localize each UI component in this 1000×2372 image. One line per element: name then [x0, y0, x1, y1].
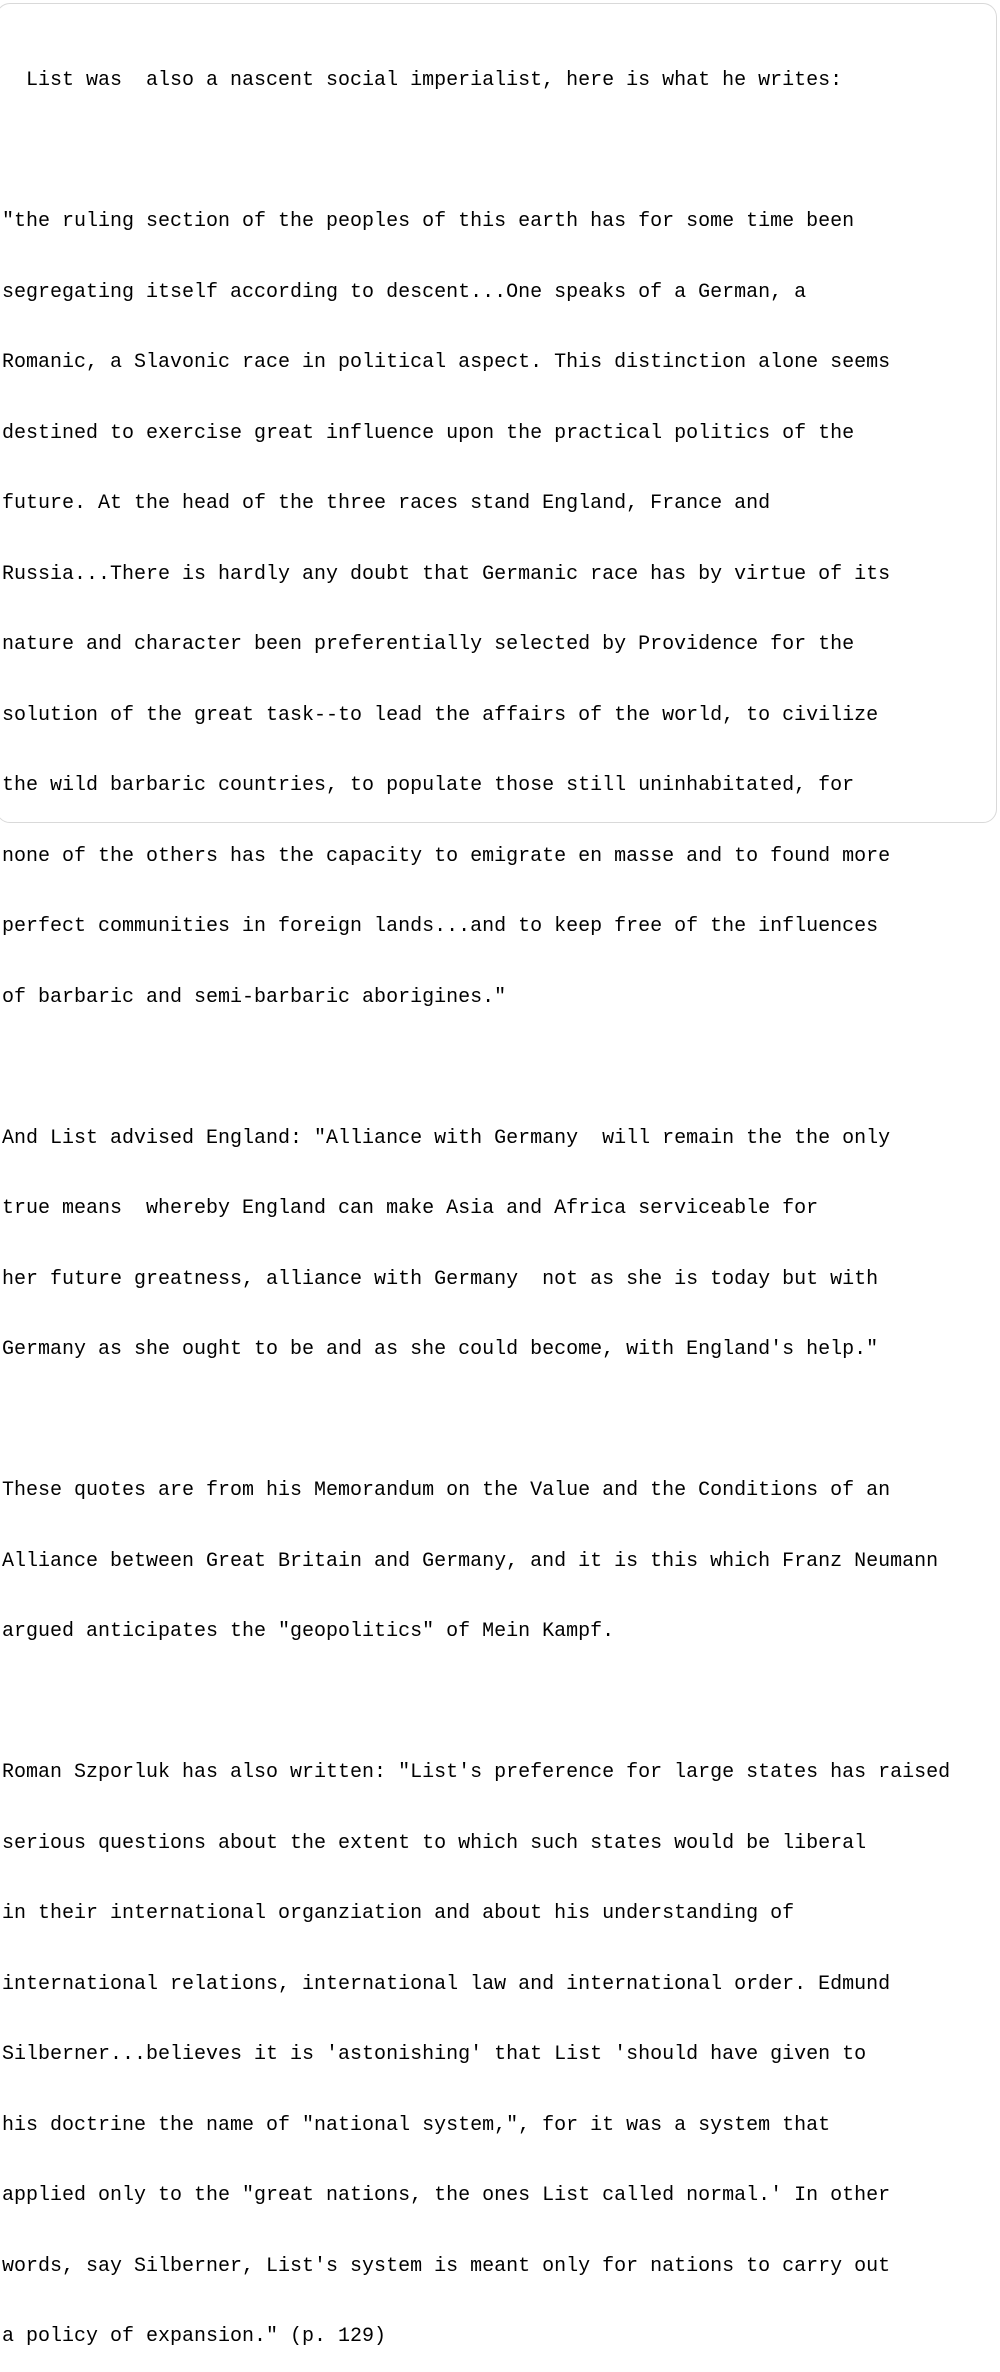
text-line: Roman Szporluk has also written: "List's preference for large states has raised: [2, 1761, 951, 1784]
text-line: "the ruling section of the peoples of this earth has for some time been: [2, 210, 855, 233]
text-line: solution of the great task--to lead the affairs of the world, to civilize: [2, 703, 879, 727]
text-line: none of the others has the capacity to emigrate en masse and to found more: [2, 844, 891, 868]
text-line: Silberner...believes it is 'astonishing' that List 'should have given to: [2, 2043, 867, 2066]
blank-line: [2, 1409, 950, 1433]
text-line: true means whereby England can make Asia and Africa serviceable for: [2, 1197, 819, 1220]
document-text: [2, 22, 950, 2372]
text-line: argued anticipates the "geopolitics" of Mein Kampf.: [2, 1620, 615, 1643]
text-line: Alliance between Great Britain and Germany, and it is this which Franz Neumann: [2, 1549, 939, 1573]
text-line: of barbaric and semi-barbaric aborigines.": [2, 985, 507, 1009]
text-line: perfect communities in foreign lands...and to keep free of the influences: [2, 915, 879, 938]
text-line: the wild barbaric countries, to populate those still uninhabitated, for: [2, 774, 855, 797]
text-line: segregating itself according to descent...One speaks of a German, a: [2, 280, 807, 304]
text-line: applied only to the "great nations, the ones List called normal.' In other: [2, 2184, 891, 2207]
text-line: And List advised England: "Alliance with Germany will remain the the only: [2, 1126, 891, 1150]
text-line: serious questions about the extent to which such states would be liberal: [2, 1831, 867, 1855]
blank-line: [2, 140, 950, 164]
text-line: Romanic, a Slavonic race in political aspect. This distinction alone seems: [2, 351, 891, 374]
blank-line: [2, 1056, 950, 1080]
text-line: List was also a nascent social imperialist, here is what he writes:: [2, 69, 843, 92]
text-line: These quotes are from his Memorandum on the Value and the Conditions of an: [2, 1479, 891, 1502]
text-line: destined to exercise great influence upon the practical politics of the: [2, 421, 855, 445]
text-line: in their international organziation and about his understanding of: [2, 1902, 795, 1925]
text-line: her future greatness, alliance with Germany not as she is today but with: [2, 1267, 879, 1291]
text-line: international relations, international law and international order. Edmund: [2, 1972, 891, 1996]
text-line: Russia...There is hardly any doubt that Germanic race has by virtue of its: [2, 562, 891, 586]
blank-line: [2, 1691, 950, 1715]
text-line: a policy of expansion." (p. 129): [2, 2325, 387, 2348]
text-line: his doctrine the name of "national system,", for it was a system that: [2, 2113, 831, 2137]
text-line: nature and character been preferentially selected by Providence for the: [2, 633, 855, 656]
text-line: words, say Silberner, List's system is meant only for nations to carry out: [2, 2254, 891, 2278]
text-line: future. At the head of the three races stand England, France and: [2, 492, 771, 515]
text-line: Germany as she ought to be and as she could become, with England's help.": [2, 1338, 879, 1361]
